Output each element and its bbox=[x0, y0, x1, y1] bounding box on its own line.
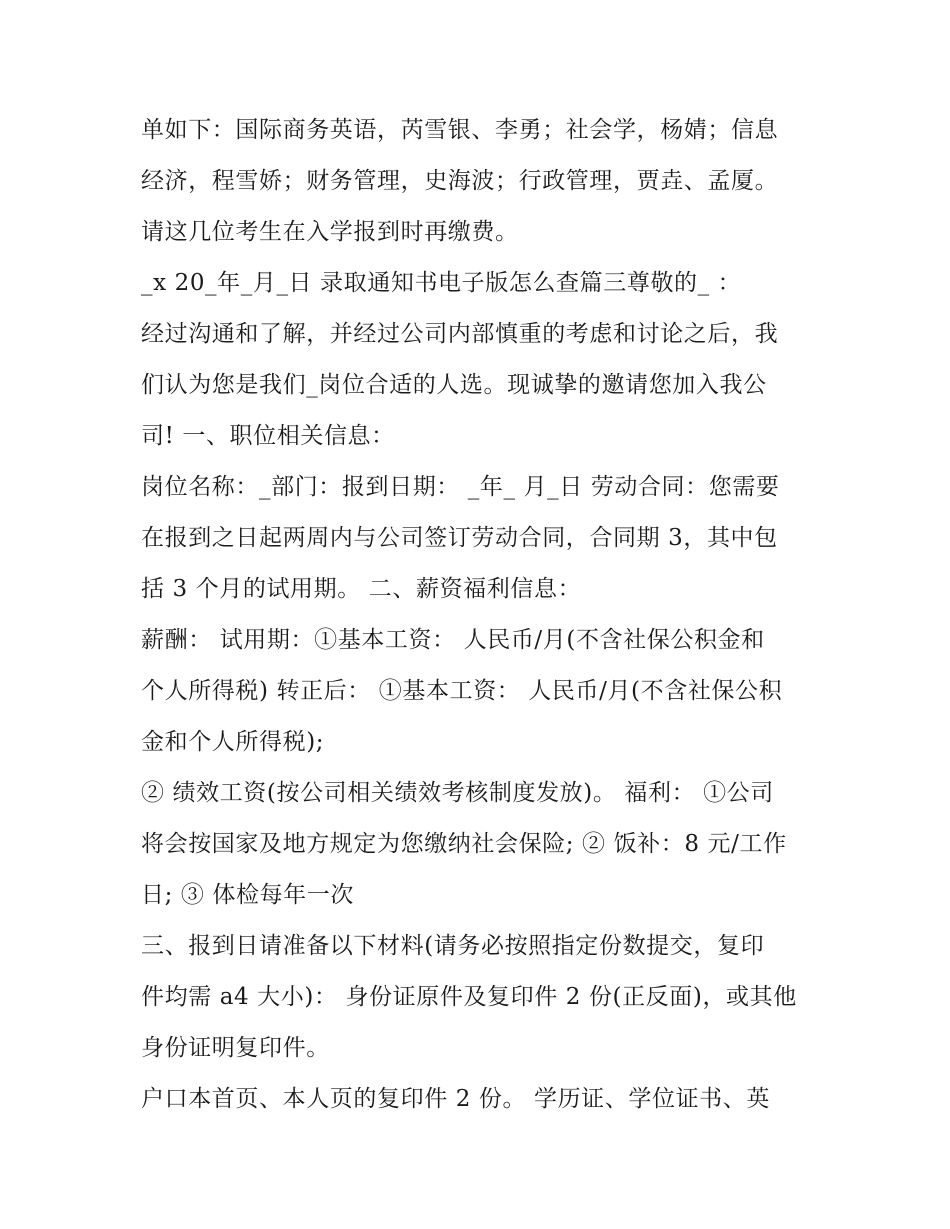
text-line: 岗位名称：_部门：报到日期： _年_ 月_日 劳动合同：您需要 bbox=[141, 474, 780, 500]
text-line: 们认为您是我们_岗位合适的人选。现诚挚的邀请您加入我公 bbox=[141, 372, 767, 398]
text-line: 三、报到日请准备以下材料(请务必按照指定份数提交，复印 bbox=[141, 933, 765, 959]
text-line: 件均需 a4 大小)： 身份证原件及复印件 2 份(正反面)，或其他 bbox=[141, 984, 797, 1010]
text-line: 在报到之日起两周内与公司签订劳动合同，合同期 3，其中包 bbox=[141, 525, 778, 551]
text-line: 将会按国家及地方规定为您缴纳社会保险; ② 饭补：8 元/工作 bbox=[141, 831, 787, 857]
text-line: 经济，程雪娇；财务管理，史海波；行政管理，贾垚、孟厦。 bbox=[141, 168, 779, 194]
text-line: 单如下：国际商务英语，芮雪银、李勇；社会学，杨婧；信息 bbox=[141, 117, 779, 143]
text-line: 身份证明复印件。 bbox=[141, 1035, 330, 1061]
document-body bbox=[141, 105, 816, 1125]
text-line: 括 3 个月的试用期。 二、薪资福利信息： bbox=[141, 576, 582, 602]
text-line: 薪酬： 试用期：①基本工资： 人民币/月(不含社保公积金和 bbox=[141, 627, 765, 653]
text-line: 户口本首页、本人页的复印件 2 份。 学历证、学位证书、英 bbox=[141, 1086, 770, 1112]
text-line: 司! 一、职位相关信息： bbox=[141, 423, 395, 449]
text-line: ② 绩效工资(按公司相关绩效考核制度发放)。 福利： ①公司 bbox=[141, 780, 774, 806]
text-line: 个人所得税) 转正后： ①基本工资： 人民币/月(不含社保公积 bbox=[141, 678, 783, 704]
text-line: 经过沟通和了解，并经过公司内部慎重的考虑和讨论之后，我 bbox=[141, 321, 779, 347]
text-line: 日; ③ 体检每年一次 bbox=[141, 882, 354, 908]
text-line: _x 20_年_月_日 录取通知书电子版怎么查篇三尊敬的_ ： bbox=[141, 270, 742, 296]
text-line: 金和个人所得税); bbox=[141, 729, 325, 755]
text-line: 请这几位考生在入学报到时再缴费。 bbox=[141, 219, 519, 245]
